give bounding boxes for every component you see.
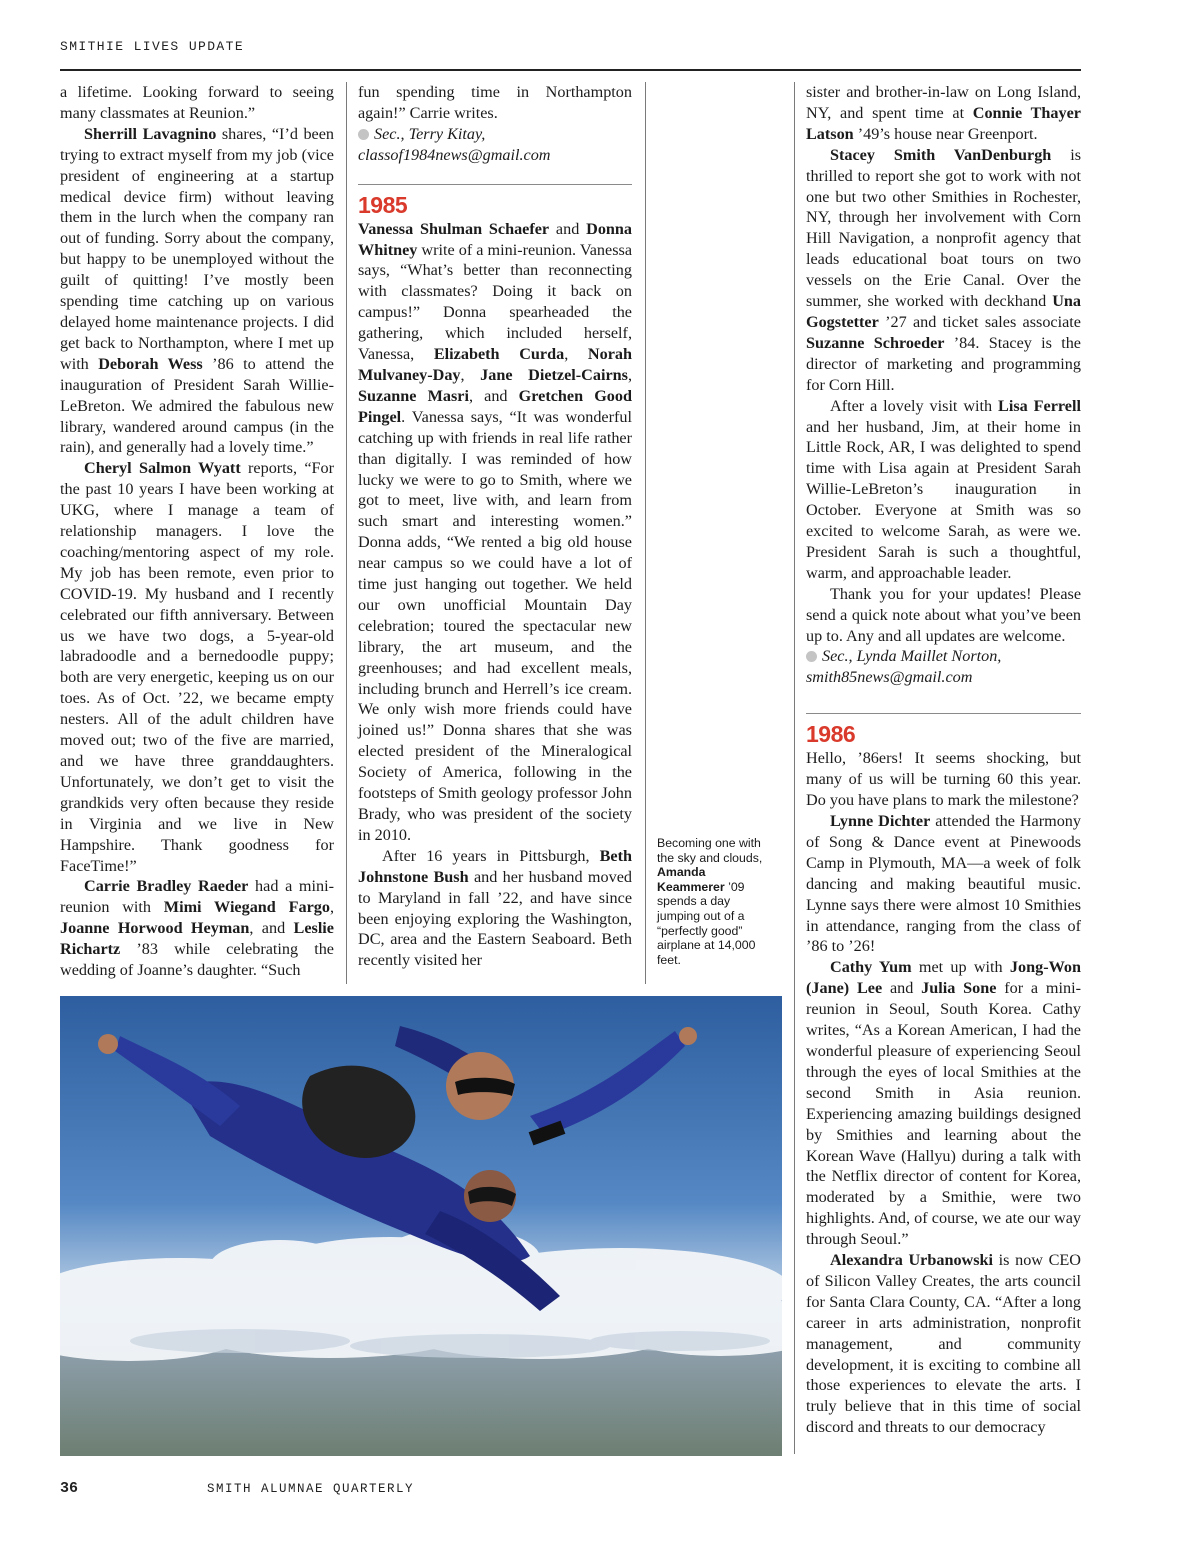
classmate-name: Carrie Bradley Raeder [84, 877, 249, 896]
secretary-email[interactable]: smith85news@gmail.com [806, 668, 973, 687]
secretary-email[interactable]: classof1984news@gmail.com [358, 145, 551, 164]
paragraph: Alexandra Urbanowski is now CEO of Silicon Valley Creates, the arts council for Santa Clara County, CA. “After a long career in arts administration, nonprofit management, and community development, it is exciting to combine all those experiences to elevate the arts. I truly believe that in this time of social discord and threats to our democracy [806, 1251, 1081, 1437]
classmate-name: Sherrill Lavagnino [84, 124, 217, 143]
column-3 [806, 82, 1081, 1438]
photo-caption: Becoming one with the sky and clouds, Amanda Keammerer ’09 spends a day jumping out of a “perfectly good” airplane at 14,000 feet. [657, 836, 763, 967]
secretary-signoff: Sec., Terry Kitay, classof1984news@gmail.com [358, 124, 551, 164]
classmate-name: Deborah Wess [98, 354, 203, 373]
classmate-name: Leslie Richartz [60, 919, 334, 959]
year-heading: 1986 [806, 721, 856, 748]
paragraph: a lifetime. Looking forward to seeing many classmates at Reunion.” [60, 83, 334, 122]
year-section-1985 [358, 184, 632, 972]
classmate-name: Cheryl Salmon Wyatt [84, 459, 241, 478]
paragraph: Vanessa Shulman Schaefer and Donna Whitney write of a mini-reunion. Vanessa says, “What’s better than reconnecting with classmates? Doing it back on campus!” Donna spearheaded the gathering, which included herself, Vanessa, Elizabeth Curda, Norah Mulvaney-Day, Jane Dietzel-Cairns, Suzanne Masri, and Gretchen Good Pingel. Vanessa says, “It was wonderful catching up with friends in real life rather than digitally. I was reminded of how lucky we were to go to Smith, where we got to meet, live with, and learn from such smart and interesting women.” Donna adds, “We rented a big old house near campus so we could have a lot of time just hanging out together. We held our own unofficial Mountain Day celebration; toured the spectacular new library, the art museum, and the greenhouses; and had excellent meals, including brunch and Herrell’s ice cream. We only wish more friends could have joined us!” Donna shares that she was elected president of the Mineralogical Society of America, following in the footsteps of Smith geology professor John Brady, who was president of the society in 2010. [358, 219, 633, 844]
caption-name: Amanda Keammerer [657, 865, 725, 894]
year-heading: 1985 [358, 191, 408, 218]
running-head: SMITHIE LIVES UPDATE [60, 39, 245, 54]
paragraph: After a lovely visit with Lisa Ferrell and her husband, Jim, at their home in Little Rock, AR, I was delighted to spend time with Lisa again at President Sarah Willie-LeBreton’s inauguration in October. Everyone at Smith was so excited to welcome Sarah, as were we. President Sarah is such a thoughtful, warm, and approachable leader. [806, 396, 1081, 582]
paragraph: fun spending time in Northampton again!” Carrie writes. [358, 83, 632, 122]
year-section-1986 [806, 713, 1081, 1438]
paragraph: Carrie Bradley Raeder had a mini-reunion with Mimi Wiegand Fargo, Joanne Horwood Heyman, and Leslie Richartz ’83 while celebrating the wedding of Joanne’s daughter. “Such [60, 877, 334, 980]
paragraph: Cheryl Salmon Wyatt reports, “For the past 10 years I have been working at UKG, where I manage a team of relationship managers. I love the coaching/mentoring aspect of my role. My job has been remote, even prior to COVID-19. My husband and I recently celebrated our fifth anniversary. Between us we have two dogs, a 5-year-old labradoodle and a bernedoodle puppy; both are very energetic, keeping us on our toes. As of Oct. ’22, we became empty nesters. All of the adult children have moved out; two of the five are married, and we have three granddaughters. Unfortunately, we don’t get to visit the grandkids very often because they reside in Virginia and we live in New Hampshire. Thank goodness for FaceTime!” [60, 459, 335, 875]
column-divider-2 [645, 82, 646, 984]
top-rule [60, 69, 1081, 71]
secretary-signoff: Sec., Lynda Maillet Norton, smith85news@gmail.com [806, 647, 1002, 687]
page-number: 36 [60, 1480, 79, 1497]
paragraph: Sherrill Lavagnino shares, “I’d been trying to extract myself from my job (vice president of engineering at a startup medical device firm) without leaving them in the lurch when the company ran out of funding. Sorry about the company, but happy to be unemployed without the guilt of quitting! I’ve mostly been spending time catching up on various delayed home maintenance projects. I did get back to Northampton, where I met up with Deborah Wess ’86 to attend the inauguration of President Sarah Willie-LeBreton. We admired the fabulous new library, wandered around campus (in the rain), and generally had a lovely time.” [60, 124, 334, 457]
paragraph: sister and brother-in-law on Long Island, NY, and spent time at Connie Thayer Latson ’49’s house near Greenport. [806, 83, 1081, 143]
paragraph: Cathy Yum met up with Jong-Won (Jane) Lee and Julia Sone for a mini-reunion in Seoul, South Korea. Cathy writes, “As a Korean American, I had the wonderful pleasure of experiencing Seoul through the eyes of local Smithies at the second Smith in Asia reunion. Experiencing amazing buildings designed by Smithies and learning about the Korean Wave (Hallyu) during a talk with the Netflix director of content for Korea, moderated by a Smithie, were two highlights. And, of course, we ate our way through Seoul.” [806, 958, 1081, 1249]
paragraph: Thank you for your updates! Please send a quick note about what you’ve been up to. Any and all updates are welcome. [806, 584, 1081, 645]
column-divider-3 [794, 82, 795, 1454]
bullet-dot-icon [358, 129, 369, 140]
bullet-dot-icon [806, 651, 817, 662]
classmate-name: Mimi Wiegand Fargo [163, 898, 330, 917]
classmate-name: Joanne Horwood Heyman [60, 919, 250, 938]
column-divider-1 [346, 82, 347, 984]
paragraph: After 16 years in Pittsburgh, Beth Johnstone Bush and her husband moved to Maryland in fall ’22, and have since been enjoying exploring the Washington, DC, area and the Eastern Seaboard. Beth recently visited her [358, 846, 632, 970]
column-2 [358, 82, 632, 971]
paragraph: Hello, ’86ers! It seems shocking, but many of us will be turning 60 this year. Do you have plans to mark the milestone? [806, 749, 1081, 810]
paragraph: Lynne Dichter attended the Harmony of Song & Dance event at Pinewoods Camp in Plymouth, MA—a week of folk dancing and making beautiful music. Lynne says there were almost 10 Smithies in attendance, ranging from the class of ’86 to ’26! [806, 812, 1081, 956]
ground [60, 1346, 782, 1456]
column-1 [60, 82, 334, 981]
skydiving-photo [60, 996, 782, 1456]
publication-name: SMITH ALUMNAE QUARTERLY [207, 1482, 415, 1496]
paragraph: Stacey Smith VanDenburgh is thrilled to report she got to work with not one but two other Smithies in Rochester, NY, through her involvement with Corn Hill Navigation, a nonprofit agency that leads educational boat tours on two vessels on the Erie Canal. Over the summer, she worked with deckhand Una Gogstetter ’27 and ticket sales associate Suzanne Schroeder ’84. Stacey is the director of marketing and programming for Corn Hill. [806, 145, 1081, 394]
